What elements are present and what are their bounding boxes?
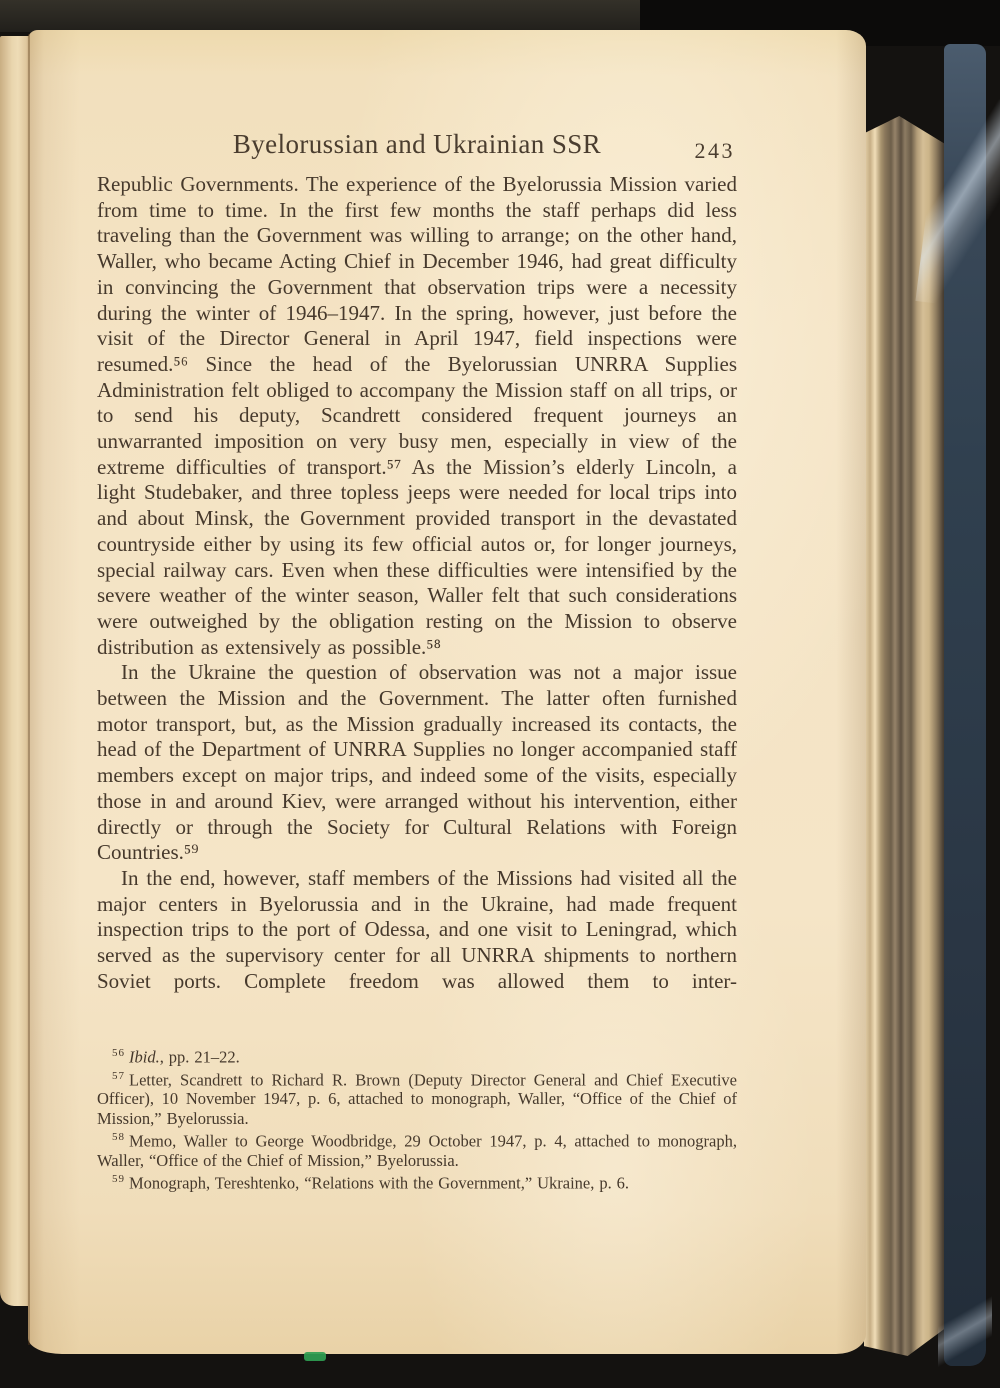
footnote	[97, 1128, 737, 1170]
body-paragraph: In the end, however, staff members of the Missions had visited all the major centers in Byelorussia and in the Ukraine, had made frequent inspection trips to the port of Odessa, and one visit to Leningrad, which served as the supervisory center for all UNRRA shipments to northern Soviet ports. Complete freedom was allowed them to inter-	[97, 865, 737, 993]
running-head-title: Byelorussian and Ukrainian SSR	[232, 129, 602, 159]
body-text	[97, 172, 737, 1030]
page-content	[97, 128, 737, 1192]
backdrop-shadow-band	[0, 0, 668, 32]
footnotes-section	[97, 1044, 737, 1192]
footnote-marker: 59	[112, 1172, 125, 1185]
footnote	[97, 1044, 737, 1067]
footnote-italic-lead: Ibid.	[129, 1047, 160, 1067]
facing-page-edge	[0, 36, 30, 1306]
body-paragraph: Republic Governments. The experience of the Byelorussia Mission varied from time to time. In the first few months the staff perhaps did less traveling than the Government was willing to arrange; on the other hand, Waller, who became Acting Chief in December 1946, had great difficulty in convincing the Government that observation trips were a necessity during the winter of 1946–1947. In the spring, however, just before the visit of the Director General in April 1947, field inspections were resumed.⁵⁶ Since the head of the Byelorussian UNRRA Supplies Administration felt obliged to accompany the Mission staff on all trips, or to send his deputy, Scandrett considered frequent journeys an unwarranted imposition on very busy men, especially in view of the extreme difficulties of transport.⁵⁷ As the Mission’s elderly Lincoln, a light Studebaker, and three topless jeeps were needed for local trips into and about Minsk, the Government provided transport in the devastated countryside either by using its few official autos or, for longer journeys, special railway cars. Even when these difficulties were intensified by the severe weather of the winter season, Waller felt that such considerations were outweighed by the obligation resting on the Mission to observe distribution as extensively as possible.⁵⁸	[97, 172, 737, 659]
cover-reflection-highlight-bottom	[938, 1276, 992, 1372]
footnote-text: Letter, Scandrett to Richard R. Brown (Deputy Director General and Chief Executive Officer), 10 November 1947, p. 6, attached to monograph, Waller, “Office of the Chief of Mission,” Byelorussia.	[97, 1070, 737, 1128]
page-number: 243	[694, 138, 735, 163]
footnote	[97, 1170, 737, 1193]
footnote-marker: 56	[112, 1047, 125, 1059]
footnote-marker: 57	[112, 1069, 125, 1082]
footnote-marker: 58	[112, 1130, 125, 1143]
footnote-text: Monograph, Tereshtenko, “Relations with the Government,” Ukraine, p. 6.	[129, 1173, 630, 1193]
page-header	[97, 128, 737, 172]
book-page	[28, 30, 866, 1354]
green-sticker-mark	[304, 1352, 326, 1361]
cover-reflection-highlight	[915, 92, 1000, 309]
footnote-text: Memo, Waller to George Woodbridge, 29 October 1947, p. 4, attached to monograph, Waller, “Office of the Chief of Mission,” Byelorussia.	[97, 1131, 737, 1170]
footnote-text: , pp. 21–22.	[159, 1047, 240, 1067]
body-paragraph: In the Ukraine the question of observation was not a major issue between the Mission and the Government. The latter often furnished motor transport, but, as the Mission gradually increased its contacts, the head of the Department of UNRRA Supplies no longer accompanied staff members except on major trips, and indeed some of the visits, especially those in and around Kiev, were arranged without his intervention, either directly or through the Society for Cultural Relations with Foreign Countries.⁵⁹	[97, 660, 737, 865]
footnote	[97, 1067, 737, 1128]
